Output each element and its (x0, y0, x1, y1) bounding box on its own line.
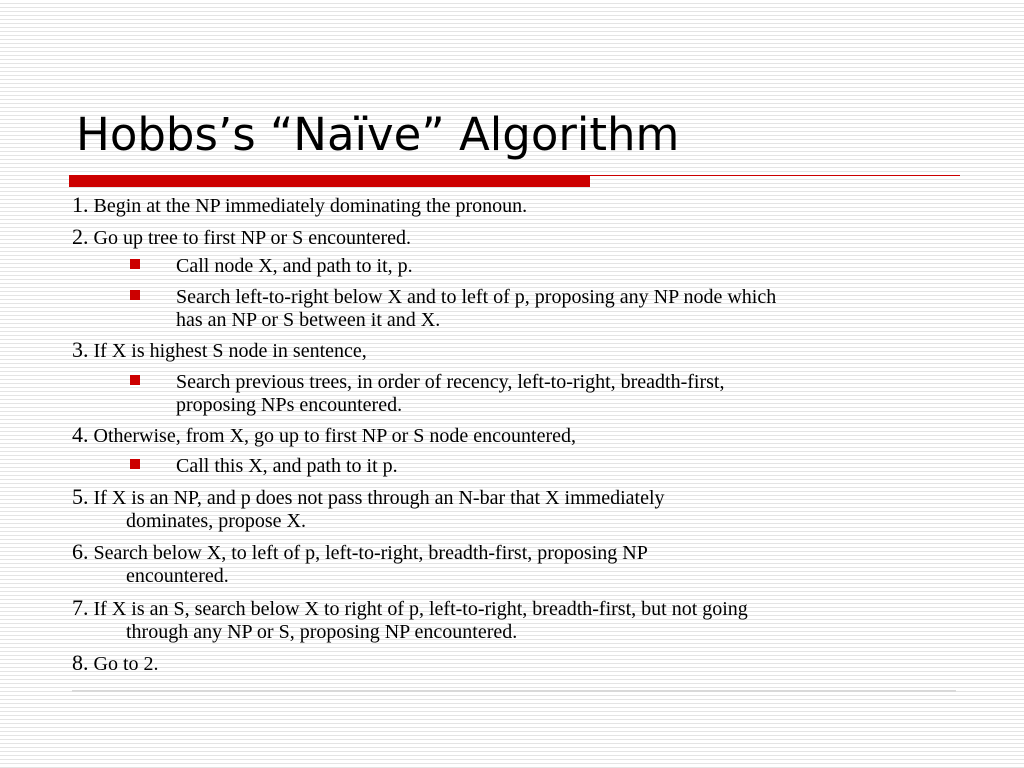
square-bullet-icon (130, 259, 140, 269)
square-bullet-icon (130, 375, 140, 385)
step-text: If X is an NP, and p does not pass through an N-bar that X immediately (93, 487, 665, 509)
step-text: Search below X, to left of p, left-to-right, breadth-first, proposing NP (93, 542, 648, 564)
step-item-8 (72, 651, 159, 676)
subitem-text-continuation: proposing NPs encountered. (176, 394, 403, 416)
step-text: If X is an S, search below X to right of p, left-to-right, breadth-first, but not going (93, 598, 748, 620)
footer-divider (72, 690, 956, 692)
step-number: 5. (72, 484, 89, 509)
step-number: 1. (72, 192, 89, 217)
subitem-text-continuation: has an NP or S between it and X. (176, 309, 441, 331)
step-item-7 (72, 596, 748, 621)
title-underline-thin (590, 175, 960, 176)
step-item-1 (72, 193, 527, 218)
step-item-4 (72, 423, 576, 448)
step-text: Go up tree to first NP or S encountered. (93, 227, 412, 249)
subitem-text: Search left-to-right below X and to left of p, proposing any NP node which (176, 286, 777, 308)
step-number: 8. (72, 650, 89, 675)
step-item-6 (72, 540, 648, 565)
step-text: Begin at the NP immediately dominating the pronoun. (93, 195, 528, 217)
step-number: 3. (72, 337, 89, 362)
slide-title: Hobbs’s “Naïve” Algorithm (76, 108, 680, 161)
title-underline-accent (69, 175, 590, 187)
square-bullet-icon (130, 290, 140, 300)
step-number: 7. (72, 595, 89, 620)
step-number: 2. (72, 224, 89, 249)
step-text-continuation: dominates, propose X. (126, 510, 306, 532)
step-item-5 (72, 485, 665, 510)
step-number: 6. (72, 539, 89, 564)
step-item-3 (72, 338, 367, 363)
subitem-text: Call this X, and path to it p. (176, 455, 398, 477)
step-text: Go to 2. (93, 653, 159, 675)
subitem-text: Call node X, and path to it, p. (176, 255, 413, 277)
step-text-continuation: through any NP or S, proposing NP encountered. (126, 621, 518, 643)
step-item-2 (72, 225, 411, 250)
step-text-continuation: encountered. (126, 565, 229, 587)
step-number: 4. (72, 422, 89, 447)
square-bullet-icon (130, 459, 140, 469)
subitem-text: Search previous trees, in order of recency, left-to-right, breadth-first, (176, 371, 725, 393)
step-text: If X is highest S node in sentence, (93, 340, 367, 362)
step-text: Otherwise, from X, go up to first NP or S node encountered, (93, 425, 576, 447)
